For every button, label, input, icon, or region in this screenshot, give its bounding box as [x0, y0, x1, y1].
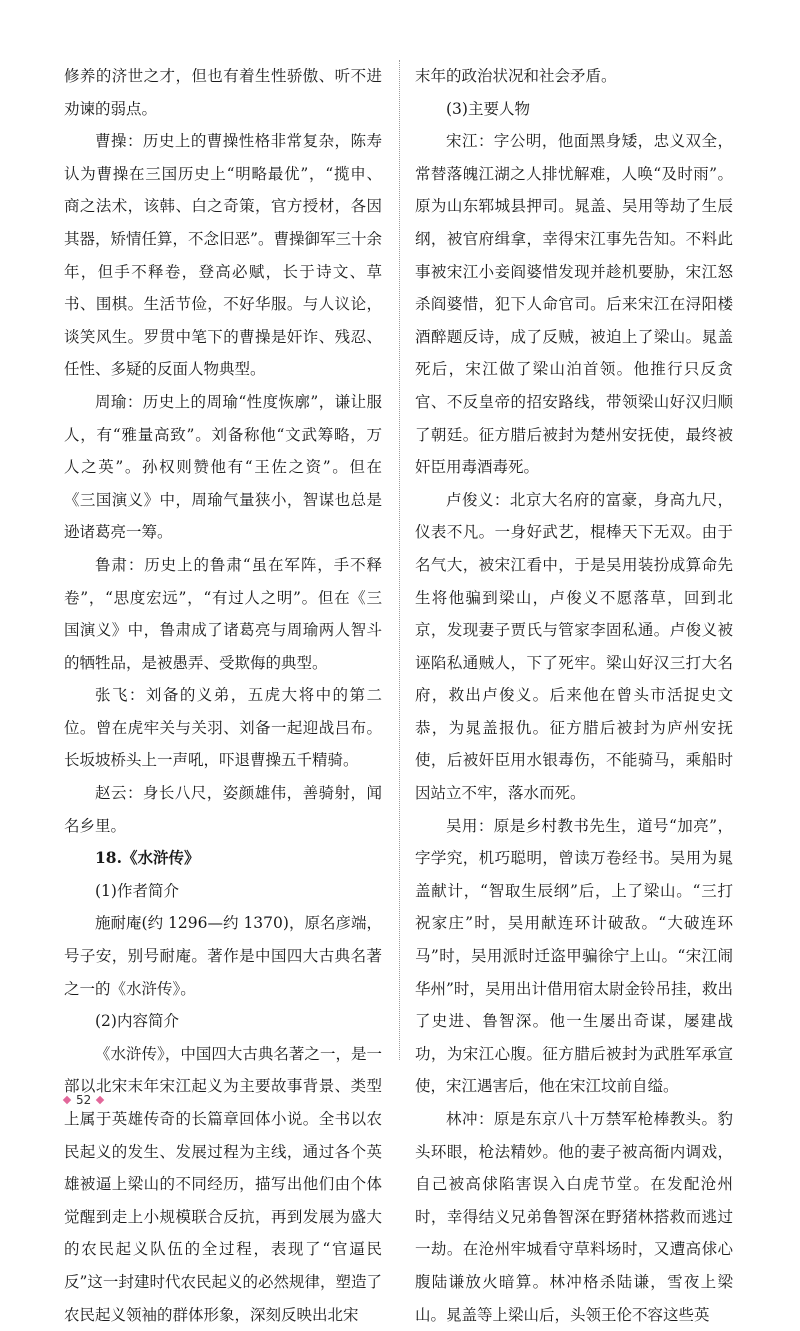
column-divider	[399, 60, 400, 1060]
paragraph: 林冲：原是东京八十万禁军枪棒教头。豹头环眼，枪法精妙。他的妻子被高衙内调戏，自己被高俅陷害误入白虎节堂。在发配沧州时，幸得结义兄弟鲁智深在野猪林搭救而逃过一劫。在沧州牢城看守草料场时，又遭高俅心腹陆谦放火暗算。林冲格杀陆谦，雪夜上梁山。晁盖等上梁山后，头领王伦不容这些英	[415, 1110, 733, 1324]
right-column	[415, 60, 733, 1331]
paragraph: 张飞：刘备的义弟，五虎大将中的第二位。曾在虎牢关与关羽、刘备一起迎战吕布。长坂坡桥头上一声吼，吓退曹操五千精骑。	[64, 686, 382, 770]
paragraph: (1)作者简介	[95, 881, 179, 900]
diamond-icon	[63, 1096, 71, 1104]
paragraph: 曹操：历史上的曹操性格非常复杂，陈寿认为曹操在三国历史上“明略最优”，“揽申、商之法术，该韩、白之奇策，官方授材，各因其器，矫情任算，不念旧恶”。曹操御军三十余年，但手不释卷，登高必赋，长于诗文、草书、围棋。生活节俭，不好华服。与人议论，谈笑风生。罗贯中笔下的曹操是奸诈、残忍、任性、多疑的反面人物典型。	[64, 132, 382, 379]
paragraph: 吴用：原是乡村教书先生，道号“加亮”，字学究，机巧聪明，曾读万卷经书。吴用为晁盖献计，“智取生辰纲”后，上了梁山。“三打祝家庄”时，吴用献连环计破敌。“大破连环马”时，吴用派时迁盗甲骗徐宁上山。“宋江闹华州”时，吴用出计借用宿太尉金铃吊挂，救出了史进、鲁智深。他一生屡出奇谋，屡建战功，为宋江心腹。征方腊后被封为武胜军承宣使，宋江遇害后，他在宋江坟前自缢。	[415, 816, 733, 1096]
paragraph: 施耐庵(约 1296—约 1370)，原名彦端，号子安，别号耐庵。著作是中国四大古典名著之一的《水浒传》。	[64, 914, 382, 998]
paragraph: 末年的政治状况和社会矛盾。	[415, 67, 617, 85]
paragraph: 《水浒传》，中国四大古典名著之一，是一部以北宋末年宋江起义为主要故事背景、类型上属于英雄传奇的长篇章回体小说。全书以农民起义的发生、发展过程为主线，通过各个英雄被逼上梁山的不同经历，描写出他们由个体觉醒到走上小规模联合反抗，再到发展为盛大的农民起义队伍的全过程，表现了“官逼民反”这一封建时代农民起义的必然规律，塑造了农民起义领袖的群体形象，深刻反映出北宋	[64, 1044, 382, 1324]
paragraph: 修养的济世之才，但也有着生性骄傲、听不进劝谏的弱点。	[64, 67, 382, 118]
paragraph: (2)内容简介	[95, 1012, 179, 1031]
paragraph: 卢俊义：北京大名府的富豪，身高九尺，仪表不凡。一身好武艺，棍棒天下无双。由于名气大，被宋江看中，于是吴用装扮成算命先生将他骗到梁山，卢俊义不愿落草，回到北京，发现妻子贾氏与管家李固私通。卢俊义被诬陷私通贼人，下了死牢。梁山好汉三打大名府，救出卢俊义。后来他在曾头市活捉史文恭，为晁盖报仇。征方腊后被封为庐州安抚使，后被奸臣用水银毒伤，不能骑马，乘船时因站立不牢，落水而死。	[415, 490, 733, 803]
diamond-icon	[96, 1096, 104, 1104]
paragraph: 鲁肃：历史上的鲁肃“虽在军阵，手不释卷”，“思度宏远”，“有过人之明”。但在《三国演义》中，鲁肃成了诸葛亮与周瑜两人智斗的牺牲品，是被愚弄、受欺侮的典型。	[64, 555, 382, 672]
paragraph: 赵云：身长八尺，姿颜雄伟，善骑射，闻名乡里。	[64, 784, 382, 835]
paragraph: (3)主要人物	[446, 99, 530, 118]
paragraph: 周瑜：历史上的周瑜“性度恢廓”，谦让服人，有“雅量高致”。刘备称他“文武筹略，万人之英”。孙权则赞他有“王佐之资”。但在《三国演义》中，周瑜气量狭小，智谋也总是逊诸葛亮一筹。	[64, 392, 382, 542]
paragraph: 宋江：字公明，他面黑身矮，忠义双全，常替落魄江湖之人排忧解难，人唤“及时雨”。原为山东郓城县押司。晁盖、吴用等劫了生辰纲，被官府缉拿，幸得宋江事先告知。不料此事被宋江小妾阎婆惜发现并趁机要胁，宋江怒杀阎婆惜，犯下人命官司。后来宋江在浔阳楼酒醉题反诗，成了反贼，被迫上了梁山。晁盖死后，宋江做了梁山泊首领。他推行只反贪官、不反皇帝的招安路线，带领梁山好汉归顺了朝廷。征方腊后被封为楚州安抚使，最终被奸臣用毒酒毒死。	[415, 132, 733, 477]
section-heading: 18.《水浒传》	[95, 848, 200, 868]
page-footer	[64, 1093, 103, 1107]
page-number: 52	[76, 1093, 92, 1107]
left-column	[64, 60, 382, 1331]
